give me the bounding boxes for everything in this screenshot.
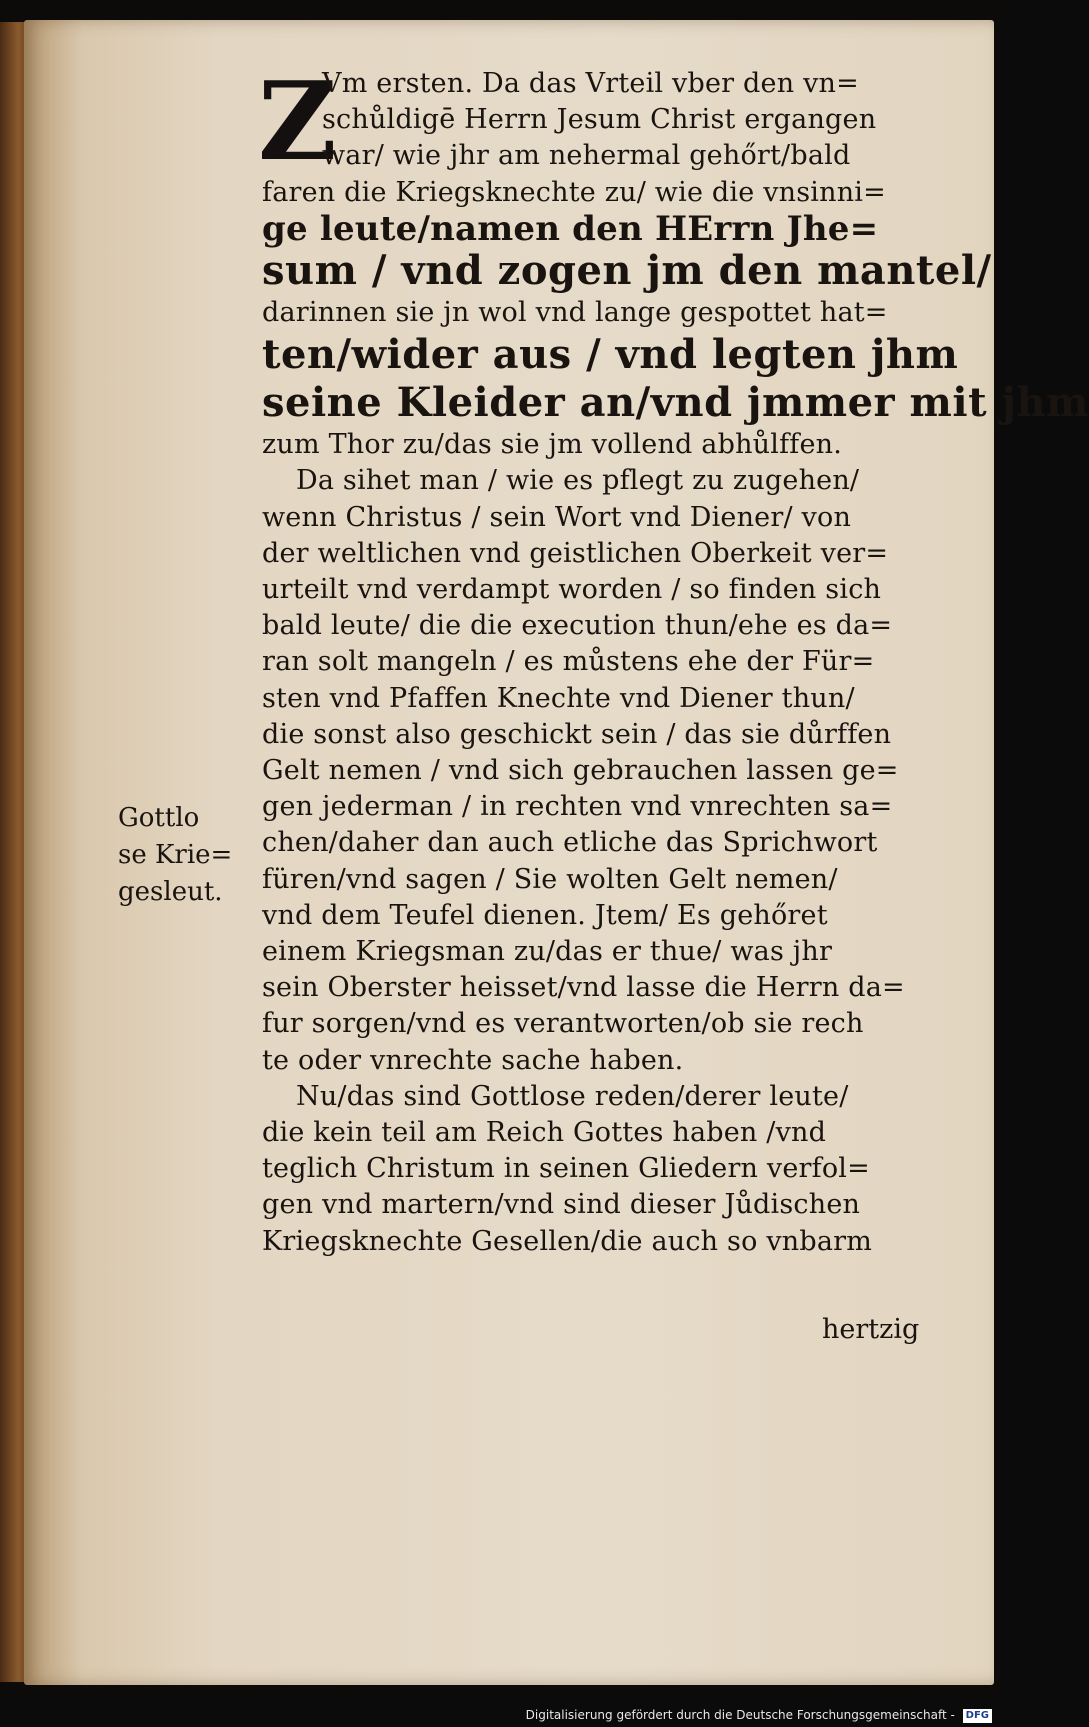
- text-line: sein Oberster heisset/vnd lasse die Herrn da=: [262, 972, 905, 1004]
- text-line: ge leute/namen den HErrn Jhe=: [262, 208, 879, 249]
- marginal-note-line: se Krie=: [118, 840, 233, 870]
- text-line: schůldigē Herrn Jesum Christ ergangen: [322, 104, 877, 136]
- text-line: gen jederman / in rechten vnd vnrechten sa=: [262, 791, 893, 823]
- text-line: füren/vnd sagen / Sie wolten Gelt nemen/: [262, 863, 838, 895]
- footer-bar: [0, 1703, 1000, 1727]
- text-line: fur sorgen/vnd es verantworten/ob sie rech: [262, 1008, 864, 1040]
- text-line: war/ wie jhr am nehermal gehőrt/bald: [322, 140, 851, 172]
- dfg-logo: DFG: [963, 1709, 992, 1723]
- main-text-block: [262, 66, 1089, 1260]
- text-line: Kriegsknechte Gesellen/die auch so vnbarm: [262, 1225, 873, 1257]
- text-line: einem Kriegsman zu/das er thue/ was jhr: [262, 936, 833, 968]
- text-line: ran solt mangeln / es můstens ehe der Für=: [262, 646, 875, 678]
- text-line: seine Kleider an/vnd jmmer mit jhm: [262, 379, 1089, 427]
- text-line: bald leute/ die die execution thun/ehe es da=: [262, 610, 893, 642]
- text-line: Vm ersten. Da das Vrteil vber den vn=: [322, 68, 859, 99]
- text-line: te oder vnrechte sache haben.: [262, 1044, 684, 1076]
- text-line: urteilt vnd verdampt worden / so finden sich: [262, 574, 882, 606]
- text-line: gen vnd martern/vnd sind dieser Jůdischen: [262, 1189, 861, 1221]
- text-line: vnd dem Teufel dienen. Jtem/ Es gehőret: [262, 899, 828, 931]
- text-line: Gelt nemen / vnd sich gebrauchen lassen ge=: [262, 755, 899, 787]
- text-line: faren die Kriegsknechte zu/ wie die vnsinni=: [262, 176, 886, 208]
- marginal-note-line: Gottlo: [118, 803, 200, 833]
- text-line: sten vnd Pfaffen Knechte vnd Diener thun/: [262, 682, 855, 714]
- text-line: teglich Christum in seinen Gliedern verfol=: [262, 1153, 870, 1185]
- drop-initial: Z: [258, 59, 337, 185]
- text-line: zum Thor zu/das sie jm vollend abhůlffen.: [262, 429, 843, 461]
- footer-credit-text: Digitalisierung gefördert durch die Deutsche Forschungsgemeinschaft -: [525, 1708, 955, 1722]
- text-line: die sonst also geschickt sein / das sie důrffen: [262, 718, 892, 750]
- catchword: hertzig: [822, 1314, 920, 1345]
- text-line: darinnen sie jn wol vnd lange gespottet hat=: [262, 297, 888, 329]
- marginal-note-line: gesleut.: [118, 877, 223, 907]
- text-line: Da sihet man / wie es pflegt zu zugehen/: [296, 465, 860, 497]
- text-line: Nu/das sind Gottlose reden/derer leute/: [296, 1080, 849, 1112]
- text-line: chen/daher dan auch etliche das Sprichwort: [262, 827, 878, 859]
- marginal-note: [118, 800, 232, 911]
- text-line: der weltlichen vnd geistlichen Oberkeit ver=: [262, 537, 889, 569]
- text-line: die kein teil am Reich Gottes haben /vnd: [262, 1117, 827, 1149]
- text-line: sum / vnd zogen jm den mantel/: [262, 247, 992, 295]
- text-line: wenn Christus / sein Wort vnd Diener/ von: [262, 501, 852, 533]
- text-line: ten/wider aus / vnd legten jhm: [262, 331, 959, 379]
